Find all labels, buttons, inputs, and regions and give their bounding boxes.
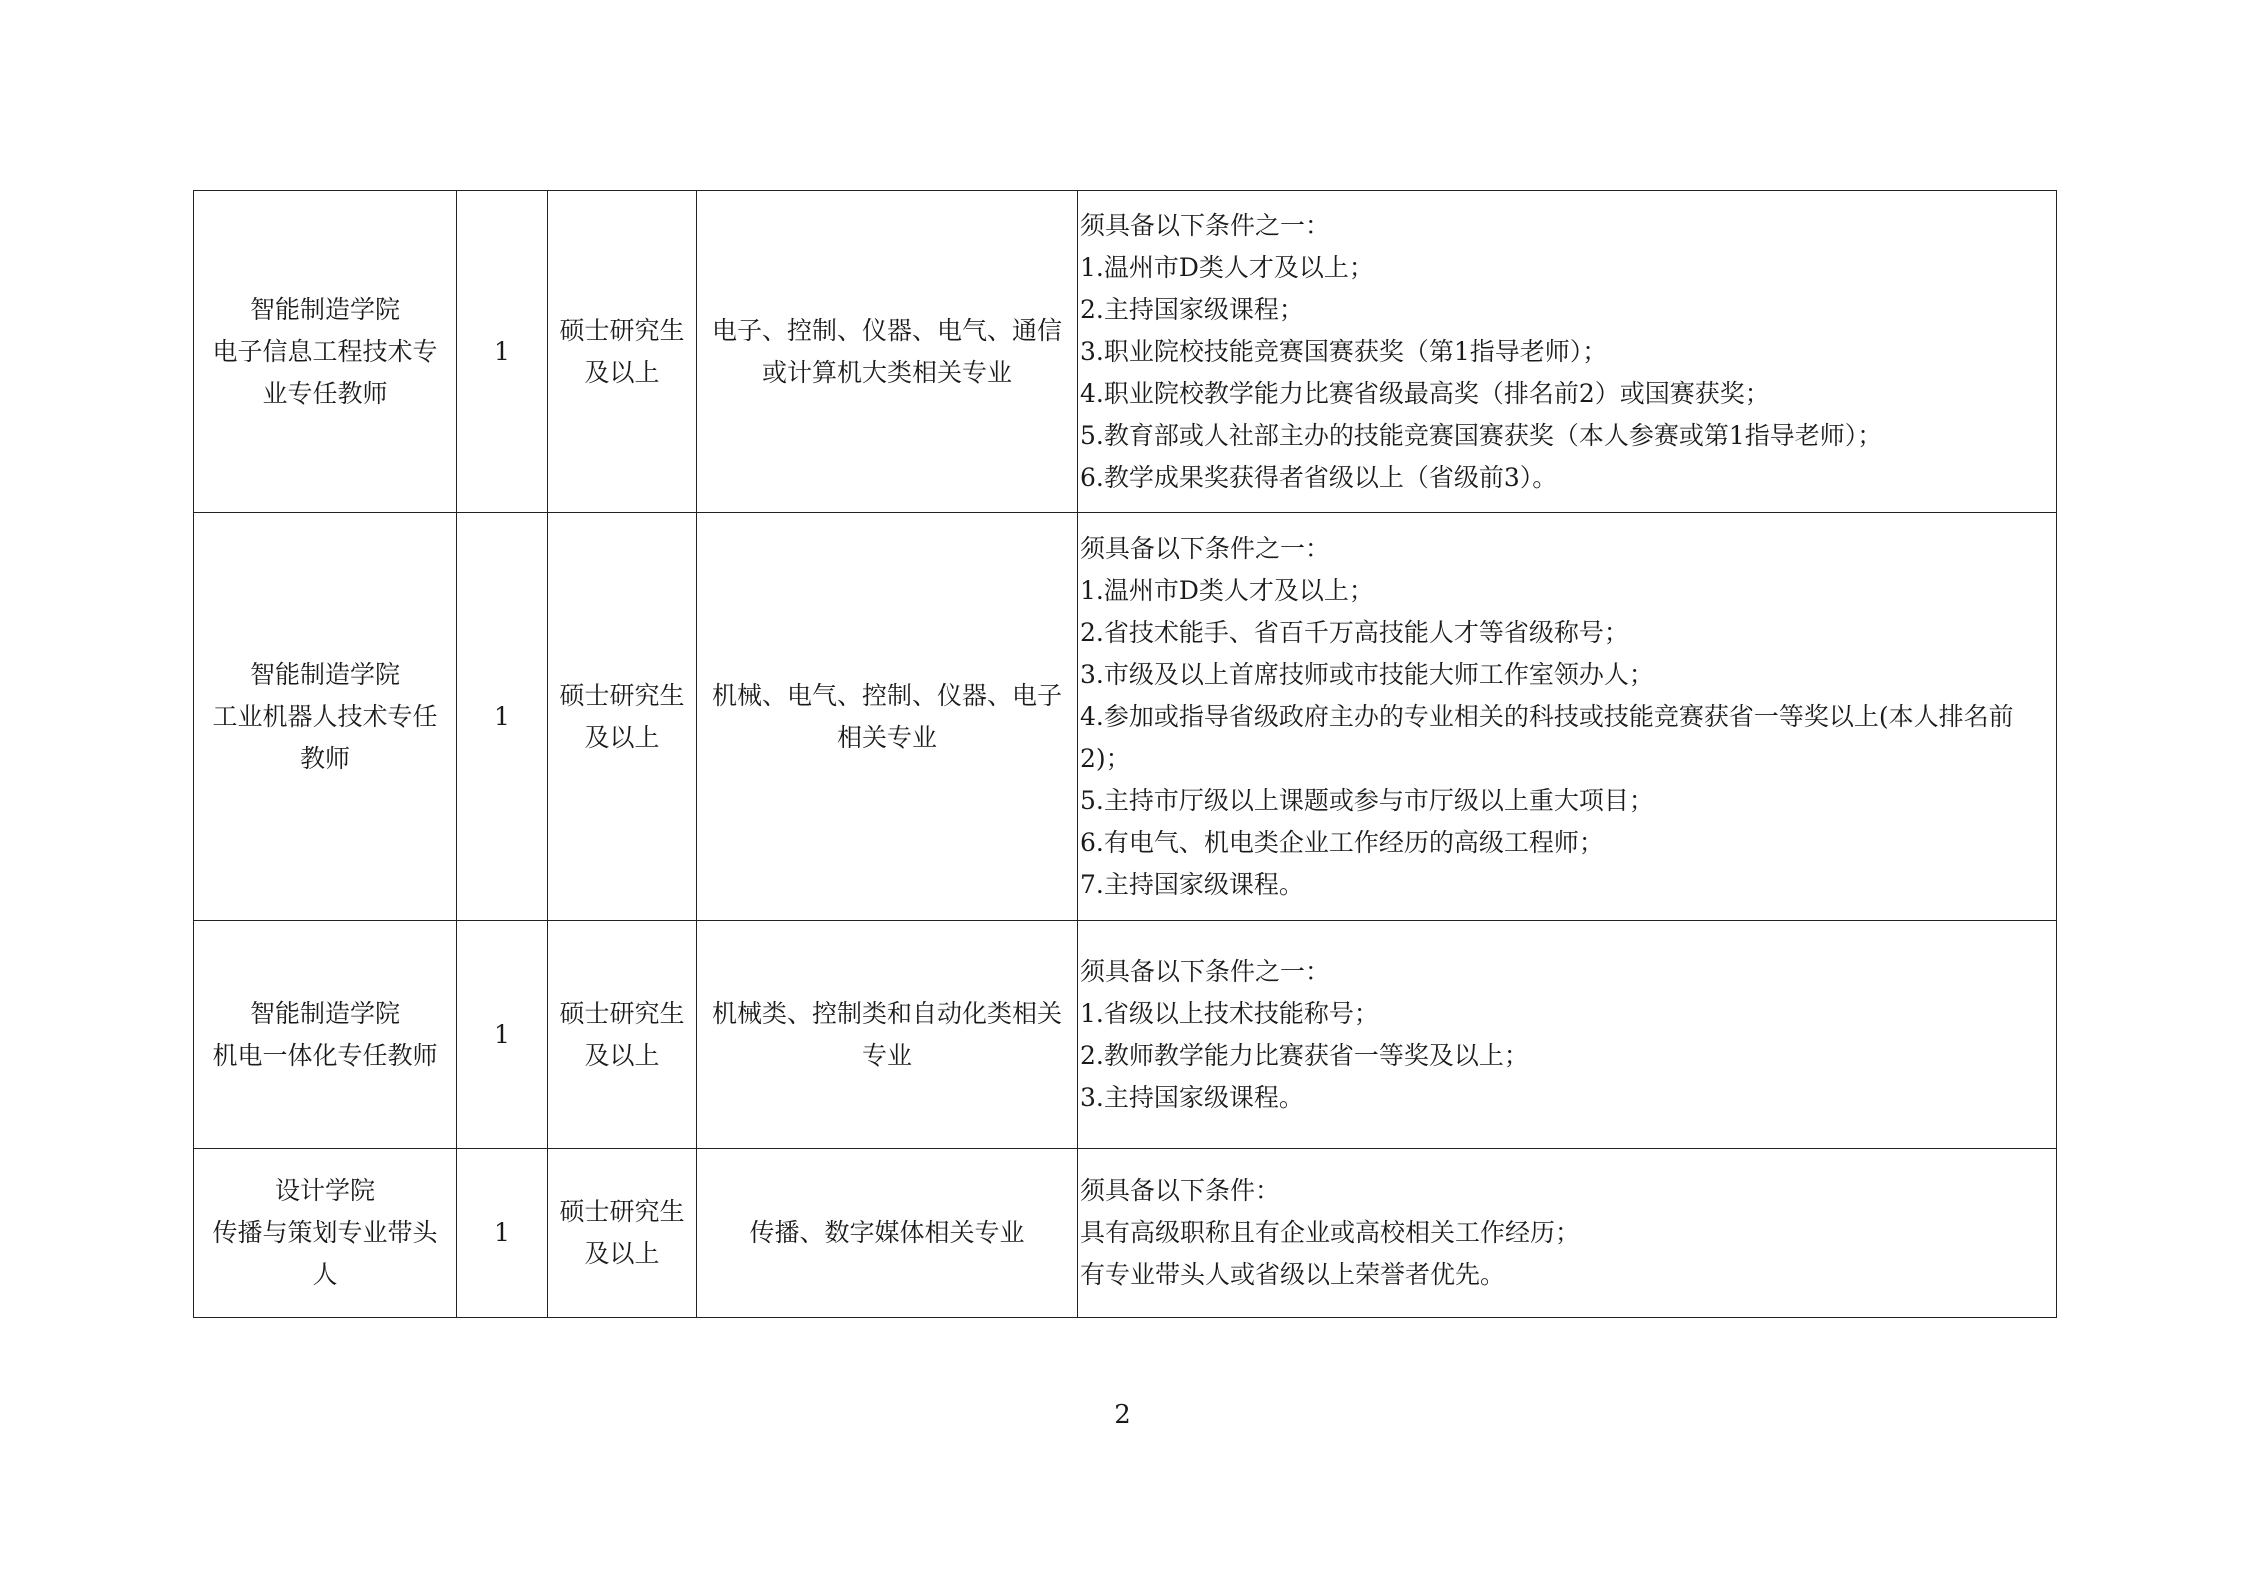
table-row [194, 513, 2057, 921]
major-cell: 传播、数字媒体相关专业 [697, 1149, 1078, 1318]
headcount-cell: 1 [457, 1149, 548, 1318]
education-cell: 硕士研究生 及以上 [548, 1149, 697, 1318]
table-row [194, 1149, 2057, 1318]
requirements-cell: 须具备以下条件之一： 1.省级以上技术技能称号； 2.教师教学能力比赛获省一等奖及以上； 3.主持国家级课程。 [1078, 921, 2057, 1149]
position-cell: 智能制造学院 工业机器人技术专任 教师 [194, 513, 457, 921]
requirements-cell: 须具备以下条件： 具有高级职称且有企业或高校相关工作经历； 有专业带头人或省级以上荣誉者优先。 [1078, 1149, 2057, 1318]
major-cell: 电子、控制、仪器、电气、通信 或计算机大类相关专业 [697, 191, 1078, 513]
major-cell: 机械、电气、控制、仪器、电子 相关专业 [697, 513, 1078, 921]
requirements-cell: 须具备以下条件之一： 1.温州市D类人才及以上； 2.主持国家级课程； 3.职业院校技能竞赛国赛获奖（第1指导老师）； 4.职业院校教学能力比赛省级最高奖（排名前2）或国赛获奖； 5.教育部或人社部主办的技能竞赛国赛获奖（本人参赛或第1指导老师）； 6.教学成果奖获得者省级以上（省级前3）。 [1078, 191, 2057, 513]
position-cell: 智能制造学院 电子信息工程技术专 业专任教师 [194, 191, 457, 513]
headcount-cell: 1 [457, 513, 548, 921]
headcount-cell: 1 [457, 191, 548, 513]
education-cell: 硕士研究生 及以上 [548, 191, 697, 513]
education-cell: 硕士研究生 及以上 [548, 921, 697, 1149]
requirements-cell: 须具备以下条件之一： 1.温州市D类人才及以上； 2.省技术能手、省百千万高技能人才等省级称号； 3.市级及以上首席技师或市技能大师工作室领办人； 4.参加或指导省级政府主办的专业相关的科技或技能竞赛获省一等奖以上(本人排名前2)； 5.主持市厅级以上课题或参与市厅级以上重大项目； 6.有电气、机电类企业工作经历的高级工程师； 7.主持国家级课程。 [1078, 513, 2057, 921]
education-cell: 硕士研究生 及以上 [548, 513, 697, 921]
recruitment-table [193, 190, 2057, 1318]
major-cell: 机械类、控制类和自动化类相关 专业 [697, 921, 1078, 1149]
page-number: 2 [1114, 1400, 1131, 1430]
table-row [194, 921, 2057, 1149]
position-cell: 设计学院 传播与策划专业带头 人 [194, 1149, 457, 1318]
position-cell: 智能制造学院 机电一体化专任教师 [194, 921, 457, 1149]
table-row [194, 191, 2057, 513]
headcount-cell: 1 [457, 921, 548, 1149]
